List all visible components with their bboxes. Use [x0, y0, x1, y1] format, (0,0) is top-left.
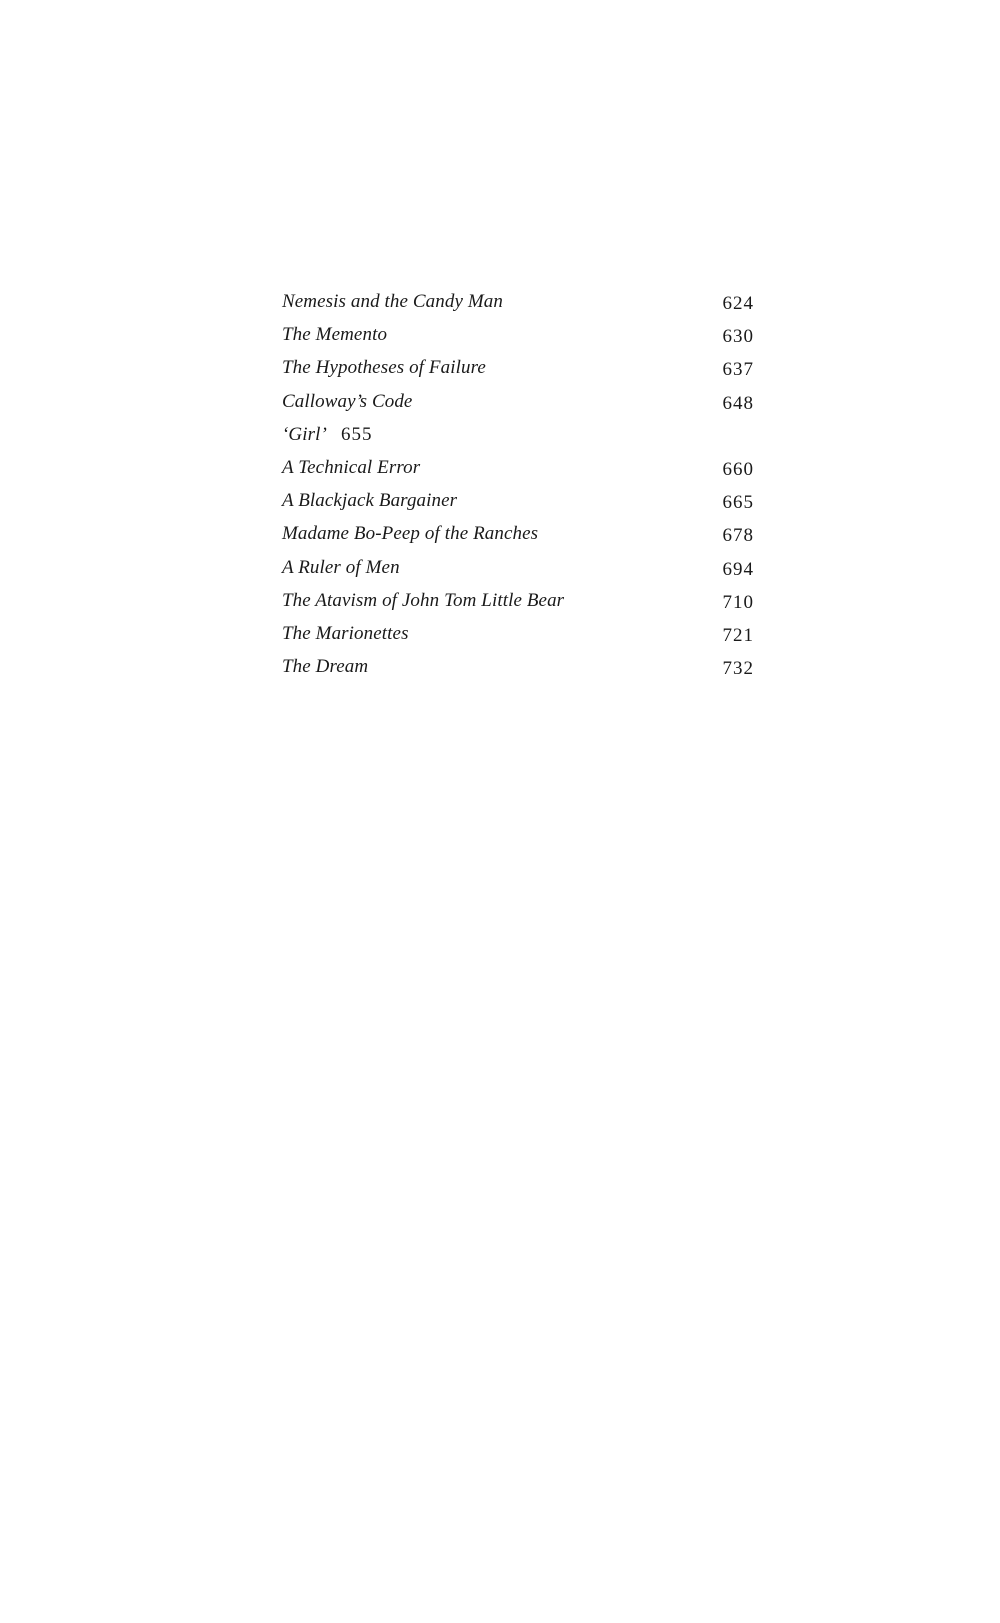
- toc-entry-page: 678: [722, 525, 754, 547]
- toc-entry: [282, 489, 754, 522]
- toc-entry-title: The Memento: [282, 324, 388, 346]
- toc-entry: [282, 456, 754, 489]
- toc-entry-title: The Marionettes: [282, 622, 409, 644]
- toc-entry-title: Nemesis and the Candy Man: [282, 291, 503, 312]
- toc-entry-title: A Blackjack Bargainer: [282, 490, 458, 512]
- toc-entry-page: 624: [722, 293, 754, 314]
- toc-entry: [282, 423, 754, 456]
- toc-entry-title: The Atavism of John Tom Little Bear: [282, 589, 565, 611]
- toc-entry: [282, 290, 754, 323]
- table-of-contents: [282, 290, 754, 688]
- toc-entry-page: 660: [722, 458, 754, 480]
- toc-entry: [282, 589, 754, 622]
- toc-entry-page: 655: [340, 423, 373, 445]
- toc-entry-title-text: ‘Girl’: [282, 423, 327, 445]
- toc-entry: [282, 323, 754, 356]
- toc-entry-title: Madame Bo-Peep of the Ranches: [282, 523, 539, 545]
- toc-entry-title: The Hypotheses of Failure: [282, 357, 486, 379]
- toc-entry: [282, 522, 754, 555]
- toc-entry: [282, 556, 754, 589]
- toc-entry-title: Calloway’s Code: [282, 390, 413, 412]
- toc-entry: [282, 622, 754, 655]
- toc-entry-page: 732: [722, 658, 754, 680]
- toc-entry-page: 630: [722, 326, 754, 348]
- toc-entry-page: 648: [722, 392, 754, 414]
- toc-entry-page: 665: [722, 492, 754, 514]
- toc-entry-page: 721: [722, 624, 754, 646]
- toc-entry-title: A Technical Error: [282, 456, 421, 478]
- toc-entry: [282, 655, 754, 688]
- toc-entry: [282, 390, 754, 423]
- toc-entry-title: [282, 423, 372, 447]
- toc-entry-page: 694: [722, 558, 754, 580]
- toc-entry-page: 637: [722, 359, 754, 381]
- toc-entry-title: The Dream: [282, 656, 369, 678]
- toc-entry: [282, 356, 754, 389]
- toc-entry-title: A Ruler of Men: [282, 556, 400, 578]
- toc-entry-page: 710: [722, 591, 754, 613]
